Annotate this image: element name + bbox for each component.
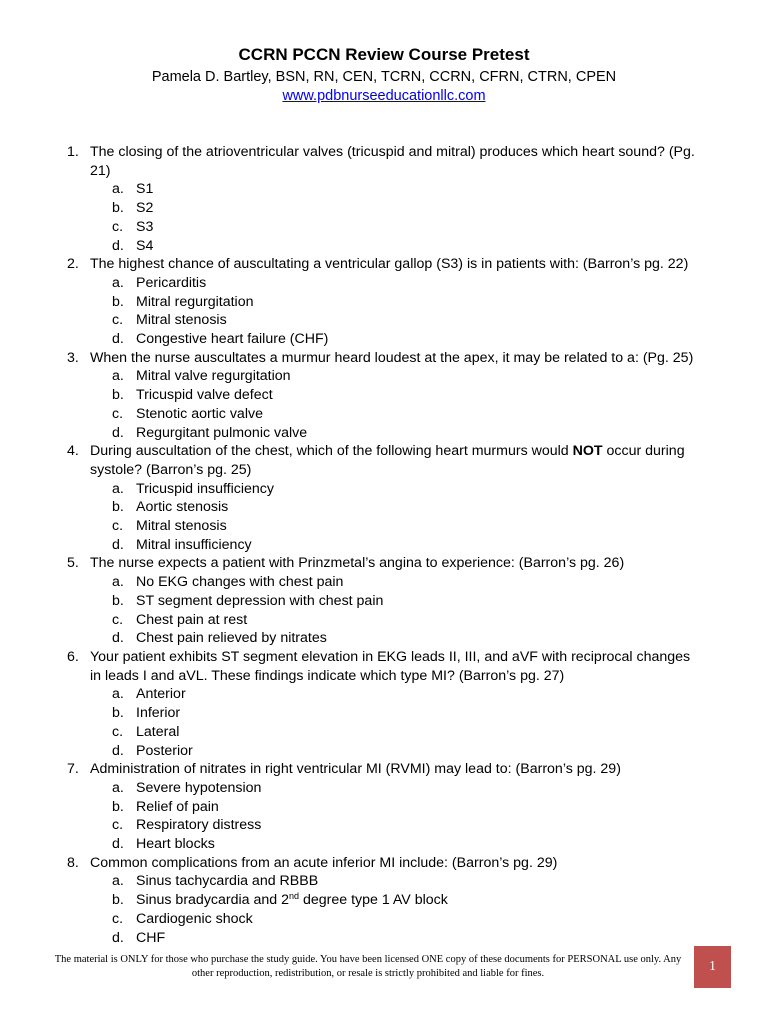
option-letter: b.	[112, 705, 124, 722]
question-text-start: During auscultation of the chest, which of the following heart murmurs would	[90, 443, 573, 460]
option-letter: b.	[112, 387, 124, 404]
option-letter: b.	[112, 200, 124, 217]
option-7a	[0, 779, 768, 798]
option-letter: d.	[112, 331, 124, 348]
option-3c	[0, 405, 768, 424]
option-text: Sinus bradycardia and 2	[136, 892, 290, 909]
option-text: Regurgitant pulmonic valve	[136, 424, 308, 441]
website-link[interactable]: www.pdbnurseeducationllc.com	[282, 88, 486, 104]
question-number: 2.	[67, 256, 79, 273]
option-8c	[0, 910, 768, 929]
question-3	[0, 349, 768, 368]
option-2a	[0, 274, 768, 293]
page-title: CCRN PCCN Review Course Pretest	[238, 45, 530, 64]
option-letter: c.	[112, 611, 124, 628]
option-letter: b.	[112, 293, 124, 310]
option-text: Mitral stenosis	[136, 518, 227, 535]
option-text: ST segment depression with chest pain	[136, 592, 384, 609]
option-4c	[0, 517, 768, 536]
option-letter: a.	[112, 368, 124, 385]
option-letter: d.	[112, 929, 124, 946]
option-letter: c.	[112, 723, 124, 740]
question-text: The closing of the atrioventricular valves (tricuspid and mitral) produces which heart sound? (Pg. 21)	[90, 144, 695, 179]
option-letter: c.	[112, 405, 124, 422]
question-8	[0, 854, 768, 873]
option-4b	[0, 498, 768, 517]
option-text: S3	[136, 218, 154, 235]
option-text: Mitral stenosis	[136, 312, 227, 329]
question-number: 8.	[67, 854, 79, 871]
option-letter: c.	[112, 518, 124, 535]
question-7	[0, 760, 768, 779]
question-number: 4.	[67, 443, 79, 460]
question-text-end: occur during systole? (Barron’s pg. 25)	[90, 443, 685, 478]
page-number-badge: 1	[694, 946, 731, 988]
option-8d	[0, 929, 768, 948]
option-8a	[0, 872, 768, 891]
option-letter: c.	[112, 910, 124, 927]
option-3b	[0, 386, 768, 405]
option-letter: c.	[112, 312, 124, 329]
question-text: Your patient exhibits ST segment elevation in EKG leads II, III, and aVF with reciprocal changes in leads I and aVL. These findings indicate which type MI? (Barron’s pg. 27)	[90, 648, 691, 684]
option-text: Inferior	[136, 705, 181, 722]
question-number: 7.	[67, 761, 79, 778]
option-letter: b.	[112, 892, 124, 909]
option-letter: d.	[112, 630, 124, 647]
question-text: The highest chance of auscultating a ventricular gallop (S3) is in patients with: (Barron’s pg. 22)	[90, 256, 689, 273]
option-letter: a.	[112, 686, 124, 703]
option-letter: a.	[112, 181, 124, 198]
question-6	[0, 648, 768, 685]
option-text: Stenotic aortic valve	[136, 405, 263, 422]
option-text: Anterior	[136, 686, 186, 703]
question-number: 1.	[67, 144, 79, 160]
option-2c	[0, 311, 768, 330]
option-letter: b.	[112, 798, 124, 815]
option-4d	[0, 536, 768, 555]
document-header	[0, 44, 768, 105]
option-5a	[0, 573, 768, 592]
option-6d	[0, 742, 768, 761]
option-text: Respiratory distress	[136, 817, 262, 834]
option-text: Relief of pain	[136, 798, 219, 815]
option-letter: a.	[112, 274, 124, 291]
option-5c	[0, 611, 768, 630]
option-2b	[0, 293, 768, 312]
question-4	[0, 442, 768, 479]
option-1a	[0, 180, 768, 199]
option-text: Pericarditis	[136, 274, 207, 291]
option-5b	[0, 592, 768, 611]
option-text-end: degree type 1 AV block	[299, 892, 448, 909]
option-letter: c.	[112, 817, 124, 834]
option-6b	[0, 704, 768, 723]
question-text-emphasis: NOT	[572, 443, 603, 460]
option-letter: a.	[112, 480, 124, 497]
ordinal-suffix: nd	[289, 891, 300, 902]
option-7b	[0, 798, 768, 817]
option-text: Tricuspid valve defect	[136, 387, 273, 404]
option-letter: d.	[112, 836, 124, 853]
option-text: Mitral valve regurgitation	[136, 368, 291, 385]
option-text: Lateral	[136, 723, 180, 740]
option-6a	[0, 685, 768, 704]
question-text: Common complications from an acute inferior MI include: (Barron’s pg. 29)	[90, 854, 558, 871]
option-1b	[0, 199, 768, 218]
question-1	[0, 143, 768, 180]
option-text: No EKG changes with chest pain	[136, 574, 344, 591]
option-5d	[0, 629, 768, 648]
option-text: Sinus tachycardia and RBBB	[136, 873, 319, 890]
option-text: CHF	[136, 929, 166, 946]
author-credentials: Pamela D. Bartley, BSN, RN, CEN, TCRN, CCRN, CFRN, CTRN, CPEN	[151, 69, 617, 85]
option-text: Chest pain at rest	[136, 611, 248, 628]
option-letter: d.	[112, 742, 124, 759]
option-letter: a.	[112, 873, 124, 890]
option-text: Cardiogenic shock	[136, 910, 253, 927]
question-2	[0, 255, 768, 274]
question-list	[0, 143, 768, 947]
option-text: Posterior	[136, 742, 193, 759]
option-letter: d.	[112, 536, 124, 553]
option-text: Mitral regurgitation	[136, 293, 254, 310]
option-letter: a.	[112, 574, 124, 591]
option-letter: d.	[112, 237, 124, 254]
option-text: Mitral insufficiency	[136, 536, 252, 553]
option-letter: d.	[112, 424, 124, 441]
option-letter: b.	[112, 592, 124, 609]
option-1d	[0, 237, 768, 256]
option-8b	[0, 891, 768, 910]
option-text: Chest pain relieved by nitrates	[136, 630, 327, 647]
option-3d	[0, 424, 768, 443]
option-text: Congestive heart failure (CHF)	[136, 331, 329, 348]
question-text: Administration of nitrates in right ventricular MI (RVMI) may lead to: (Barron’s pg. 29)	[90, 761, 621, 778]
option-text: Aortic stenosis	[136, 499, 229, 516]
option-7c	[0, 816, 768, 835]
option-4a	[0, 480, 768, 499]
option-text: Severe hypotension	[136, 779, 262, 796]
question-text: The nurse expects a patient with Prinzmetal’s angina to experience: (Barron’s pg. 26)	[90, 555, 625, 572]
option-2d	[0, 330, 768, 349]
option-letter: b.	[112, 499, 124, 516]
option-7d	[0, 835, 768, 854]
license-notice: The material is ONLY for those who purchase the study guide. You have been licensed ONE copy of these documents for PERSONAL use only. Any other reproduction, redistribution, or resale is strictly prohibited and liable for fines.	[54, 954, 682, 979]
option-text: Heart blocks	[136, 836, 215, 853]
option-letter: c.	[112, 218, 124, 235]
question-text: When the nurse auscultates a murmur heard loudest at the apex, it may be related to a: (Pg. 25)	[90, 349, 694, 366]
option-text: Tricuspid insufficiency	[136, 480, 274, 497]
option-3a	[0, 367, 768, 386]
option-text: S2	[136, 200, 154, 217]
option-text: S1	[136, 181, 154, 198]
option-letter: a.	[112, 779, 124, 796]
option-1c	[0, 218, 768, 237]
question-number: 3.	[67, 349, 79, 366]
option-text: S4	[136, 237, 154, 254]
question-5	[0, 554, 768, 573]
option-6c	[0, 723, 768, 742]
question-number: 5.	[67, 555, 79, 572]
question-number: 6.	[67, 648, 79, 665]
